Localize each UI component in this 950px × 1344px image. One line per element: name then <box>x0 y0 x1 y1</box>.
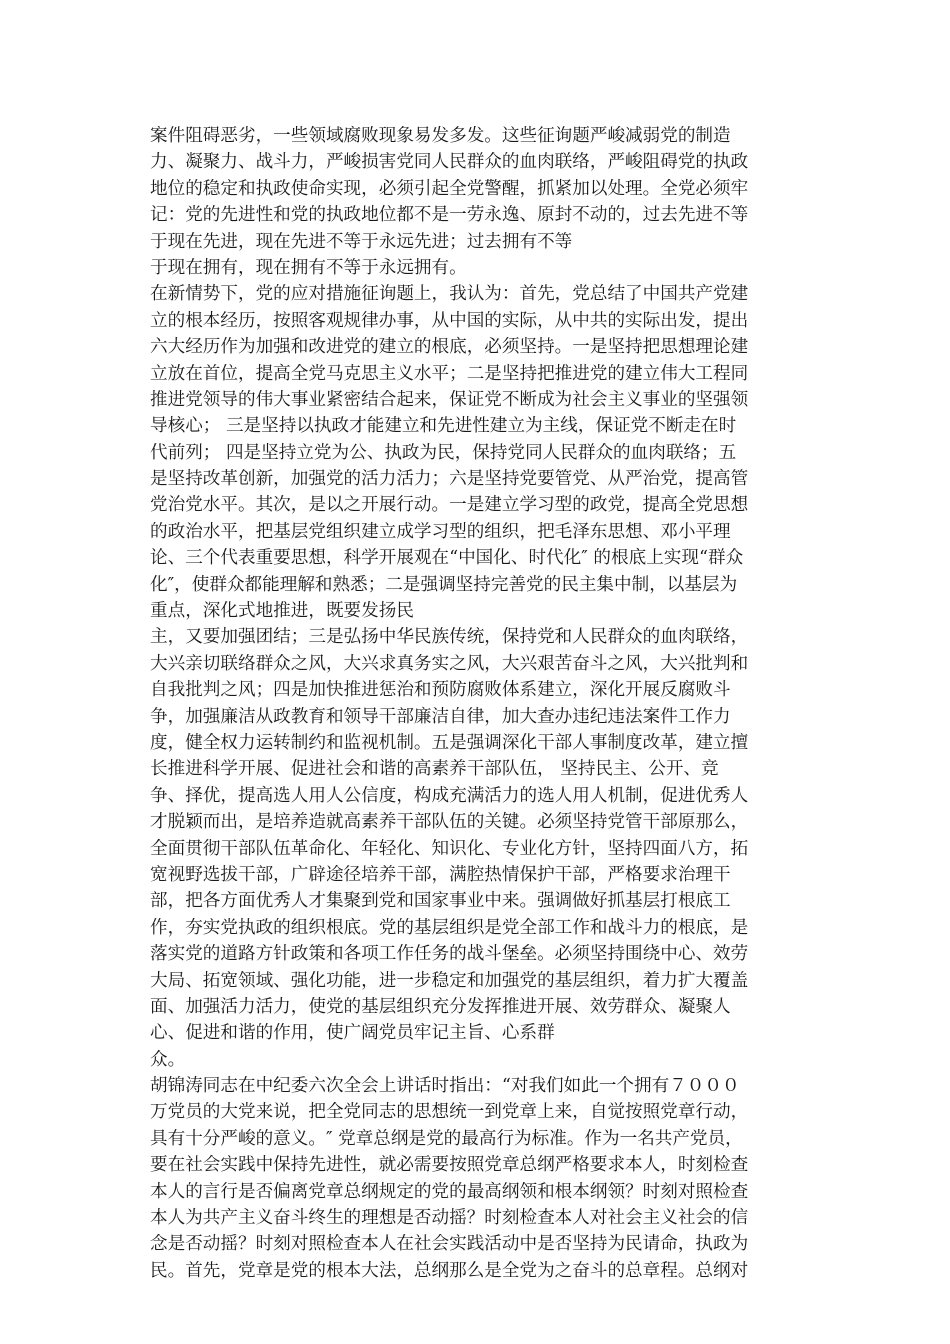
text-line: 落实党的道路方针政策和各项工作任务的战斗堡垒。必须坚持围绕中心、效劳 <box>150 944 749 965</box>
text-line: 案件阻碍恶劣，一些领域腐败现象易发多发。这些征询题严峻减弱党的制造 <box>150 126 731 146</box>
text-line: 全面贯彻干部队伍革命化、年轻化、知识化、专业化方针，坚持四面八方，拓 <box>150 838 749 859</box>
text-line: 民。首先，党章是党的根本大法，总纲那么是全党为之奋斗的总章程。总纲对 <box>150 1260 749 1281</box>
text-line: 化″，使群众都能理解和熟悉；二是强调坚持完善党的民主集中制，以基层为 <box>150 574 738 595</box>
text-line: 大局、拓宽领域、强化功能，进一步稳定和加强党的基层组织，着力扩大覆盖 <box>150 970 749 991</box>
text-line: 立放在首位，提高全党马克思主义水平；二是坚持把推进党的建立伟大工程同 <box>150 363 749 384</box>
text-line: 度，健全权力运转制约和监视机制。五是强调深化干部人事制度改革，建立擅 <box>150 732 749 753</box>
text-line: 主，又要加强团结；三是弘扬中华民族传统，保持党和人民群众的血肉联络， <box>150 627 749 648</box>
text-line: 宽视野选拔干部，广辟途径培养干部，满腔热情保护干部，严格要求治理干 <box>150 864 731 885</box>
text-line: 面、加强活力活力，使党的基层组织充分发挥推进开展、效劳群众、凝聚人 <box>150 996 731 1017</box>
text-line: 具有十分严峻的意义。″ 党章总纲是党的最高行为标准。作为一名共产党员， <box>150 1128 743 1149</box>
text-line: 才脱颖而出，是培养造就高素养干部队伍的关键。必须坚持党管干部原那么， <box>150 812 749 833</box>
text-line: 代前列； 四是坚持立党为公、执政为民，保持党同人民群众的血肉联络；五 <box>150 442 737 463</box>
text-line: 要在社会实践中保持先进性，就必需要按照党章总纲严格要求本人，时刻检查 <box>150 1155 749 1176</box>
text-line: 推进党领导的伟大事业紧密结合起来，保证党不断成为社会主义事业的坚强领 <box>150 389 749 410</box>
document-body <box>150 123 802 1284</box>
text-line: 是坚持改革创新，加强党的活力活力；六是坚持党要管党、从严治党，提高管 <box>150 469 749 490</box>
text-line: 立的根本经历，按照客观规律办事，从中国的实际，从中共的实际出发，提出 <box>150 310 749 331</box>
text-line: 长推进科学开展、促进社会和谐的高素养干部队伍， 坚持民主、公开、竞 <box>150 759 719 780</box>
text-line: 于现在拥有，现在拥有不等于永远拥有。 <box>150 257 467 278</box>
text-line: 心、促进和谐的作用，使广阔党员牢记主旨、心系群 <box>150 1023 555 1044</box>
text-line: 重点，深化式地推进，既要发扬民 <box>150 601 414 622</box>
text-line: 部，把各方面优秀人才集聚到党和国家事业中来。强调做好抓基层打根底工 <box>150 891 731 912</box>
text-line: 众。 <box>150 1049 186 1070</box>
text-line: 的政治水平，把基层党组织建立成学习型的组织，把毛泽东思想、邓小平理 <box>150 521 731 542</box>
text-line: 争、择优，提高选人用人公信度，构成充满活力的选人用人机制，促进优秀人 <box>150 785 749 806</box>
text-line: 自我批判之风；四是加快推进惩治和预防腐败体系建立，深化开展反腐败斗 <box>150 680 731 701</box>
text-line: 在新情势下，党的应对措施征询题上，我认为：首先，党总结了中国共产党建 <box>150 284 749 305</box>
text-line: 地位的稳定和执政使命实现，必须引起全党警醒，抓紧加以处理。全党必须牢 <box>150 178 749 199</box>
text-line: 党治党水平。其次，是以之开展行动。一是建立学习型的政党，提高全党思想 <box>150 495 749 516</box>
text-line: 胡锦涛同志在中纪委六次全会上讲话时指出：“对我们如此一个拥有７０００ <box>150 1076 740 1097</box>
text-line: 念是否动摇？时刻对照检查本人在社会实践活动中是否坚持为民请命，执政为 <box>150 1234 749 1255</box>
text-line: 于现在先进，现在先进不等于永远先进；过去拥有不等 <box>150 231 573 252</box>
text-line: 记：党的先进性和党的执政地位都不是一劳永逸、原封不动的，过去先进不等 <box>150 205 749 226</box>
text-line: 争，加强廉洁从政教育和领导干部廉洁自律，加大查办违纪违法案件工作力 <box>150 706 731 727</box>
text-line: 本人为共产主义奋斗终生的理想是否动摇？时刻检查本人对社会主义社会的信 <box>150 1208 749 1229</box>
text-line: 力、凝聚力、战斗力，严峻损害党同人民群众的血肉联络，严峻阻碍党的执政 <box>150 152 749 173</box>
text-line: 作，夯实党执政的组织根底。党的基层组织是党全部工作和战斗力的根底，是 <box>150 917 749 938</box>
text-line: 论、三个代表重要思想，科学开展观在“中国化、时代化″ 的根底上实现“群众 <box>150 548 744 569</box>
text-line: 大兴亲切联络群众之风，大兴求真务实之风，大兴艰苦奋斗之风，大兴批判和 <box>150 653 749 674</box>
text-line: 万党员的大党来说，把全党同志的思想统一到党章上来，自觉按照党章行动， <box>150 1102 749 1123</box>
text-line: 本人的言行是否偏离党章总纲规定的党的最高纲领和根本纲领？时刻对照检查 <box>150 1181 749 1202</box>
text-line: 导核心； 三是坚持以执政才能建立和先进性建立为主线，保证党不断走在时 <box>150 416 737 437</box>
text-line: 六大经历作为加强和改进党的建立的根底，必须坚持。一是坚持把思想理论建 <box>150 337 749 358</box>
